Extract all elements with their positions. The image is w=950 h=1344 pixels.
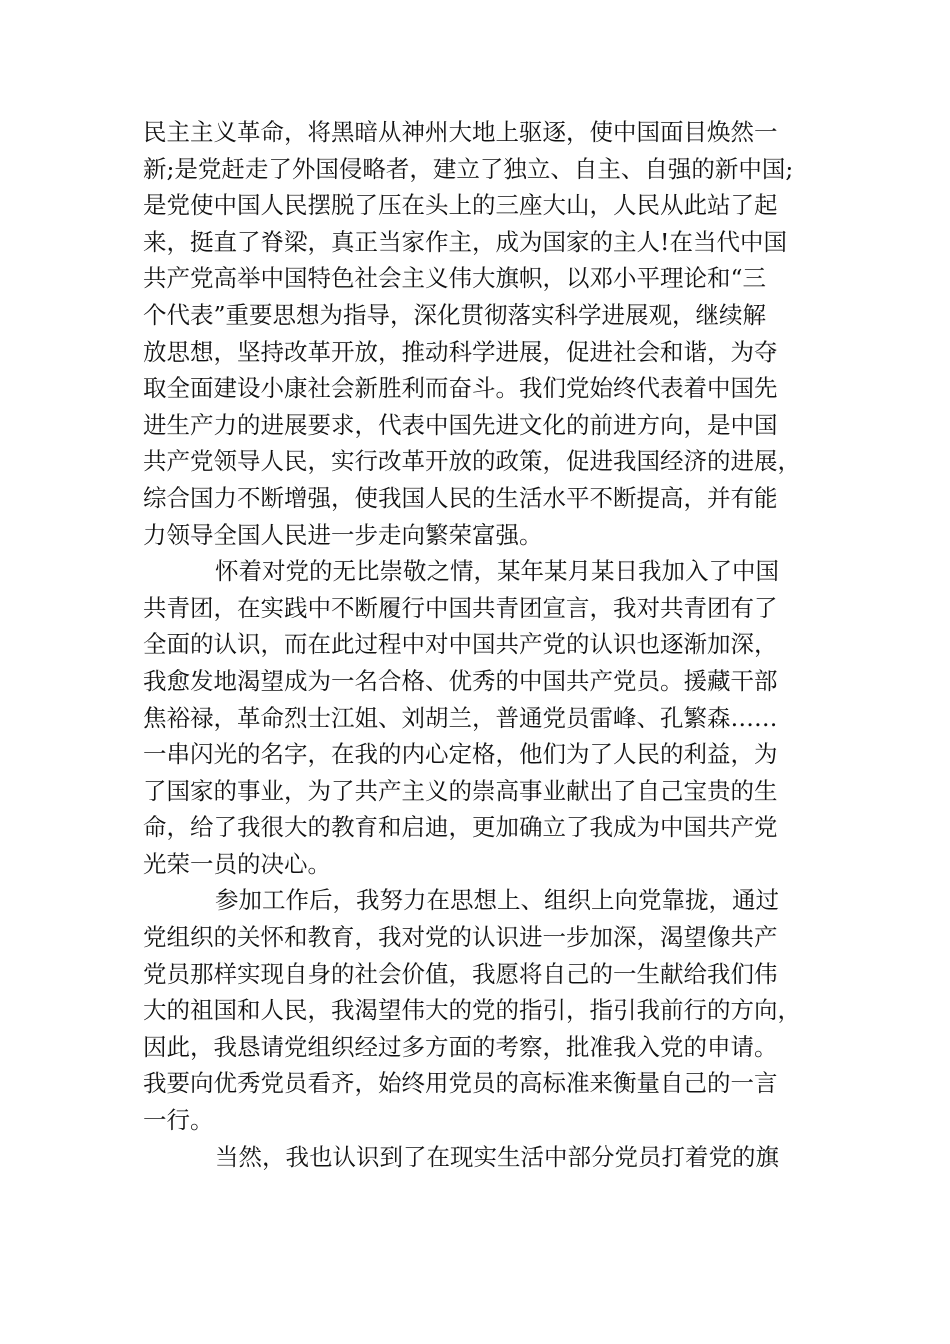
text-line: 我愈发地渴望成为一名合格、优秀的中国共产党员。援藏干部 — [143, 666, 778, 695]
text-line: 我要向优秀党员看齐，始终用党员的高标准来衡量自己的一言 — [143, 1069, 778, 1098]
text-line: 党组织的关怀和教育，我对党的认识进一步加深，渴望像共产 — [143, 923, 778, 952]
text-line: 大的祖国和人民，我渴望伟大的党的指引，指引我前行的方向， — [143, 996, 801, 1025]
paragraph-2 — [143, 553, 803, 882]
document-body — [143, 114, 803, 1175]
paragraph-3 — [143, 882, 803, 1138]
text-line: 共产党高举中国特色社会主义伟大旗帜，以邓小平理论和“三 — [143, 264, 767, 293]
text-line: 了国家的事业，为了共产主义的崇高事业献出了自己宝贵的生 — [143, 776, 778, 805]
text-line: 个代表”重要思想为指导，深化贯彻落实科学进展观，继续解 — [143, 300, 767, 329]
text-line-indented: 怀着对党的无比崇敬之情，某年某月某日我加入了中国 — [215, 557, 779, 586]
text-line: 力领导全国人民进一步走向繁荣富强。 — [143, 520, 543, 549]
text-line: 取全面建设小康社会新胜利而奋斗。我们党始终代表着中国先 — [143, 374, 778, 403]
text-line: 党员那样实现自身的社会价值，我愿将自己的一生献给我们伟 — [143, 959, 778, 988]
text-line: 进生产力的进展要求，代表中国先进文化的前进方向，是中国 — [143, 410, 778, 439]
paragraph-4 — [143, 1139, 803, 1176]
text-line: 因此，我恳请党组织经过多方面的考察，批准我入党的申请。 — [143, 1032, 778, 1061]
text-line-indented: 参加工作后，我努力在思想上、组织上向党靠拢，通过 — [215, 886, 779, 915]
text-line: 光荣一员的决心。 — [143, 849, 331, 878]
text-line: 是党使中国人民摆脱了压在头上的三座大山，人民从此站了起 — [143, 191, 778, 220]
text-line: 共产党领导人民，实行改革开放的政策，促进我国经济的进展， — [143, 447, 801, 476]
text-line: 来，挺直了脊梁，真正当家作主，成为国家的主人!在当代中国 — [143, 227, 787, 256]
text-line: 新;是党赶走了外国侵略者，建立了独立、自主、自强的新中国; — [143, 154, 794, 183]
text-line: 综合国力不断增强，使我国人民的生活水平不断提高，并有能 — [143, 483, 778, 512]
text-line: 全面的认识，而在此过程中对中国共产党的认识也逐渐加深， — [143, 630, 778, 659]
text-line: 命，给了我很大的教育和启迪，更加确立了我成为中国共产党 — [143, 813, 778, 842]
text-line: 民主主义革命，将黑暗从神州大地上驱逐，使中国面目焕然一 — [143, 118, 778, 146]
text-line: 一行。 — [143, 1106, 214, 1135]
text-line: 放思想，坚持改革开放，推动科学进展，促进社会和谐，为夺 — [143, 337, 778, 366]
paragraph-1 — [143, 114, 803, 553]
text-line: 焦裕禄，革命烈士江姐、刘胡兰，普通党员雷峰、孔繁森…… — [143, 703, 778, 732]
text-line: 一串闪光的名字，在我的内心定格，他们为了人民的利益，为 — [143, 740, 778, 769]
text-line-indented: 当然，我也认识到了在现实生活中部分党员打着党的旗 — [215, 1142, 779, 1171]
text-line: 共青团，在实践中不断履行中国共青团宣言，我对共青团有了 — [143, 593, 778, 622]
